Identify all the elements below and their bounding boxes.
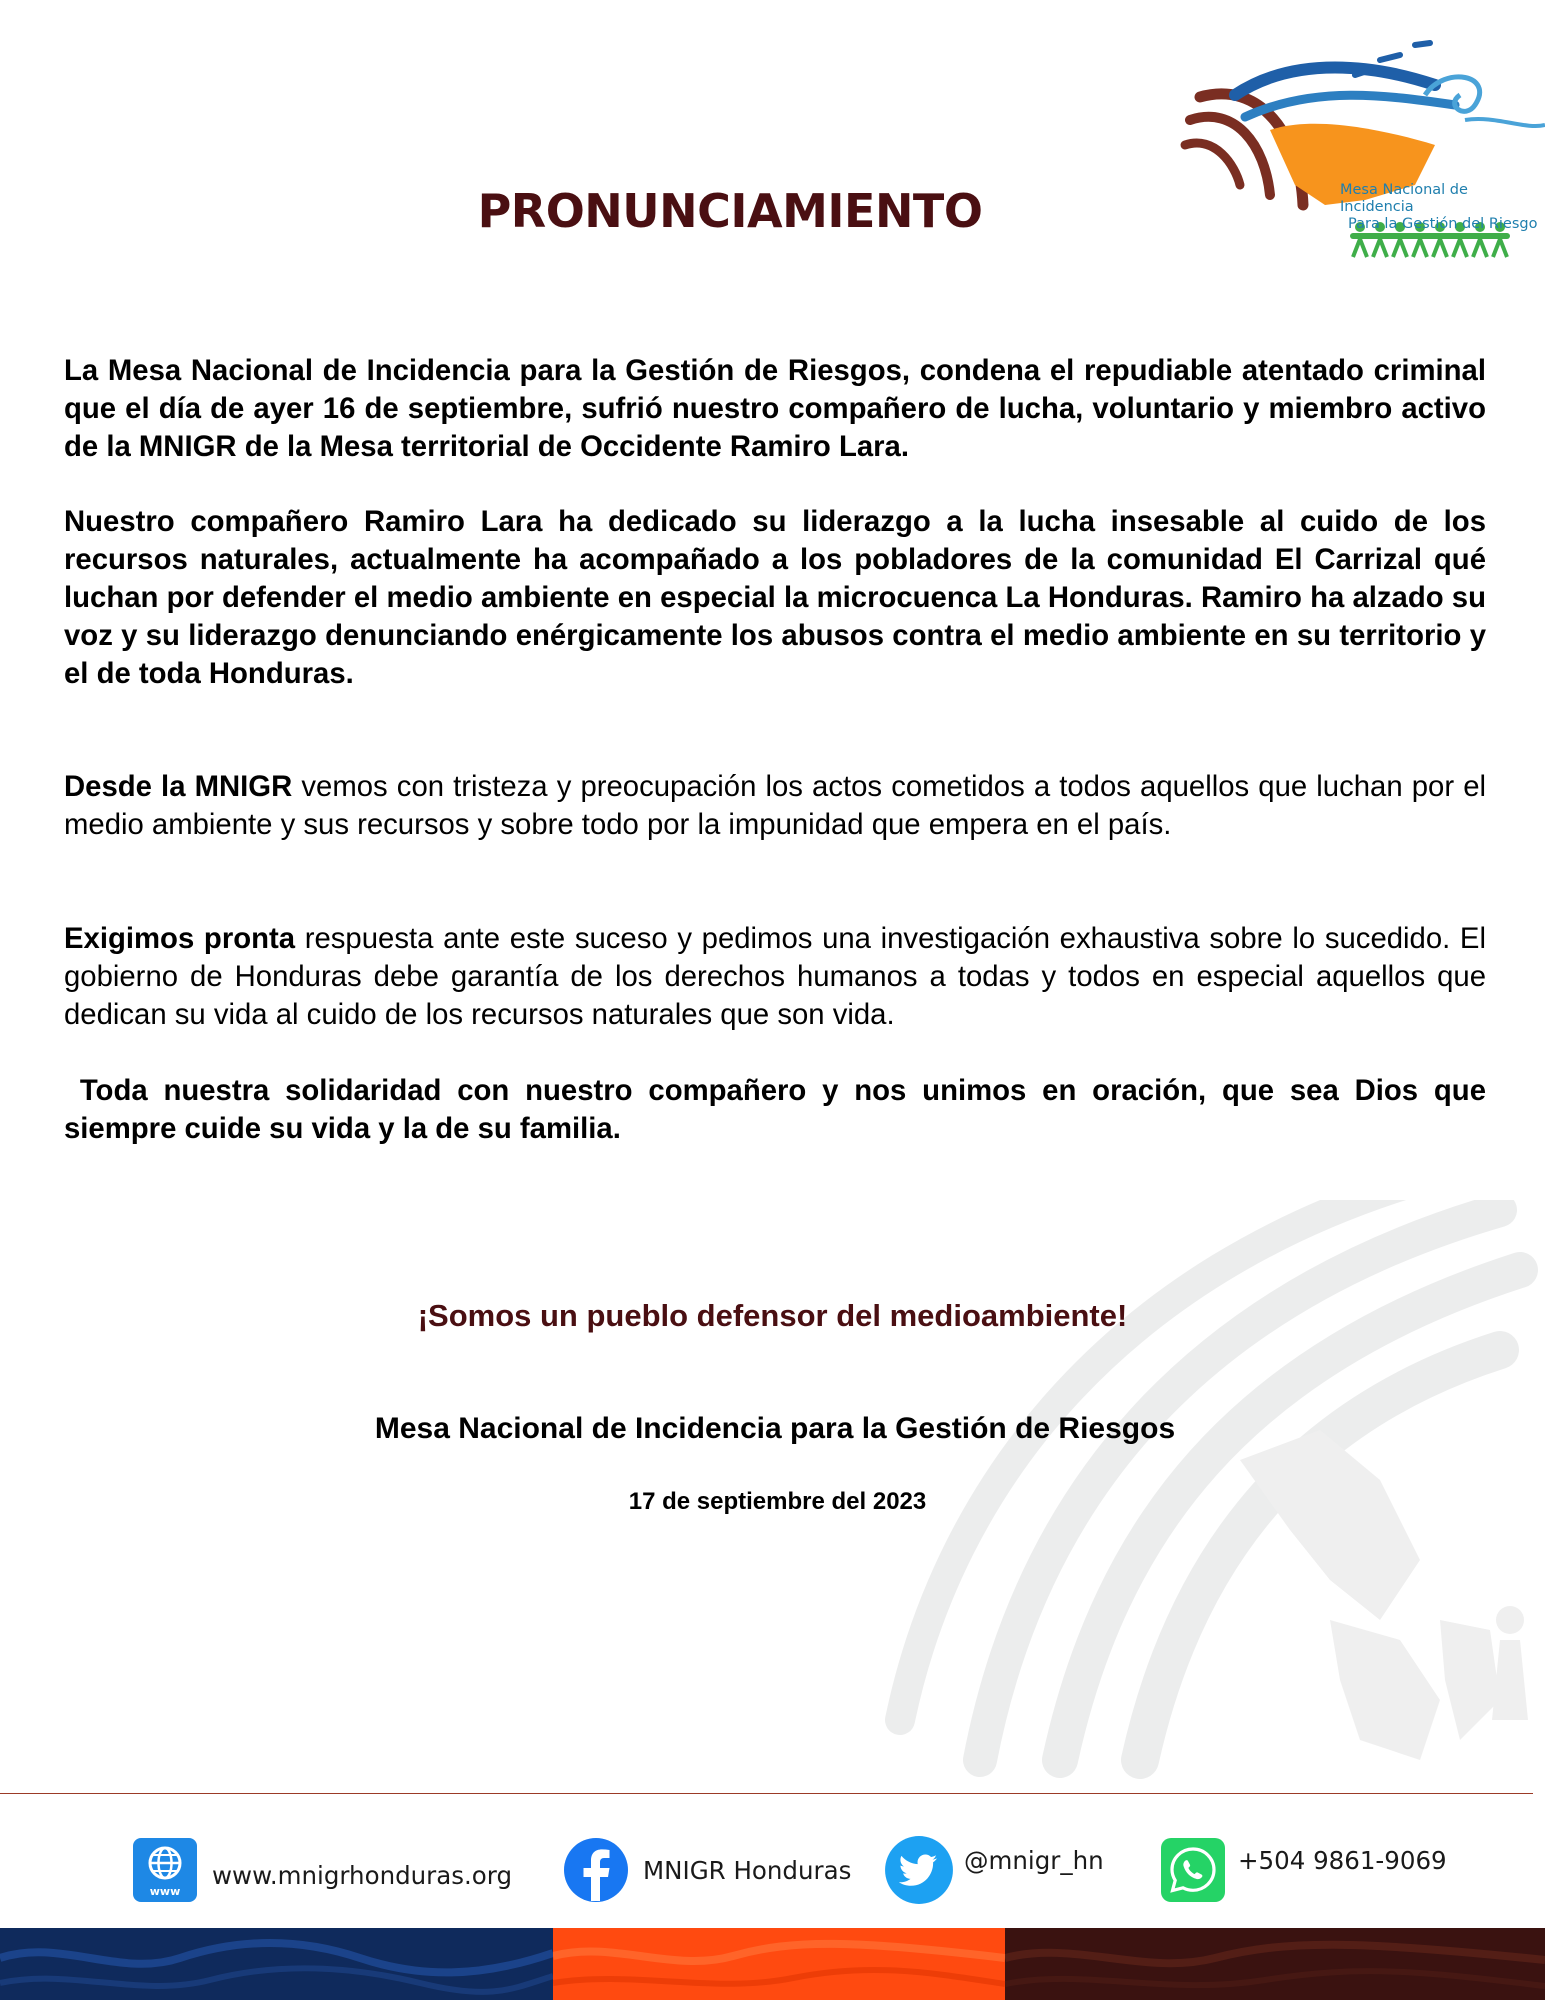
logo-line-1: Mesa Nacional de Incidencia [1340, 182, 1468, 215]
twitter-icon [884, 1835, 954, 1905]
footer-divider [0, 1793, 1533, 1794]
whatsapp-icon [1160, 1837, 1226, 1903]
document-title: PRONUNCIAMIENTO [477, 184, 983, 238]
whatsapp-number[interactable]: +504 9861-9069 [1238, 1845, 1447, 1875]
footer-band-orange [553, 1928, 1005, 2000]
globe-icon-label: www [149, 1885, 181, 1898]
paragraph-3 [64, 768, 1486, 844]
website-link[interactable]: www.mnigrhonduras.org [212, 1860, 512, 1890]
slogan: ¡Somos un pueblo defensor del medioambiente! [417, 1298, 1128, 1333]
logo-line-2: Para la Gestión del Riesgo [1348, 216, 1538, 232]
paragraph-4-rest: respuesta ante este suceso y pedimos una investigación exhaustiva sobre lo sucedido. El gobierno de Honduras debe garantía de los derechos humanos a todas y todos en especial aquellos que dedican su vida al cuido de los recursos naturales que son vida. [64, 922, 1486, 1031]
footer-website[interactable] [132, 1835, 512, 1905]
signature-date: 17 de septiembre del 2023 [628, 1488, 927, 1515]
facebook-icon [563, 1837, 629, 1903]
paragraph-3-lead: Desde la MNIGR [64, 770, 293, 803]
paragraph-3-rest: vemos con tristeza y preocupación los actos cometidos a todos aquellos que luchan por el medio ambiente y sus recursos y sobre todo por la impunidad que empera en el país. [64, 770, 1487, 841]
paragraph-1: La Mesa Nacional de Incidencia para la Gestión de Riesgos, condena el repudiable atentado criminal que el día de ayer 16 de septiembre, sufrió nuestro compañero de lucha, voluntario y miembro activo de la MNIGR de la Mesa territorial de Occidente Ramiro Lara. [64, 354, 1486, 463]
footer-band-brown [1005, 1928, 1545, 2000]
globe-icon [132, 1837, 198, 1903]
paragraph-2: Nuestro compañero Ramiro Lara ha dedicado su liderazgo a la lucha insesable al cuido de los recursos naturales, actualmente ha acompañado a los pobladores de la comunidad El Carrizal qué luchan por defender el medio ambiente en especial la microcuenca La Honduras. Ramiro ha alzado su voz y su liderazgo denunciando enérgicamente los abusos contra el medio ambiente en su territorio y el de toda Honduras. [64, 505, 1486, 690]
footer-band-blue [0, 1928, 553, 2000]
footer-whatsapp[interactable] [1160, 1835, 1447, 1905]
paragraph-4 [64, 920, 1486, 1034]
facebook-link[interactable]: MNIGR Honduras [643, 1855, 852, 1885]
paragraph-5: Toda nuestra solidaridad con nuestro compañero y nos unimos en oración, que sea Dios que siempre cuide su vida y la de su familia. [64, 1074, 1495, 1145]
footer-facebook[interactable] [563, 1835, 851, 1905]
paragraph-4-lead: Exigimos pronta [64, 922, 296, 955]
footer-twitter[interactable] [884, 1835, 1104, 1905]
twitter-handle[interactable]: @mnigr_hn [964, 1845, 1104, 1875]
signature-organization: Mesa Nacional de Incidencia para la Gestión de Riesgos [374, 1412, 1176, 1445]
